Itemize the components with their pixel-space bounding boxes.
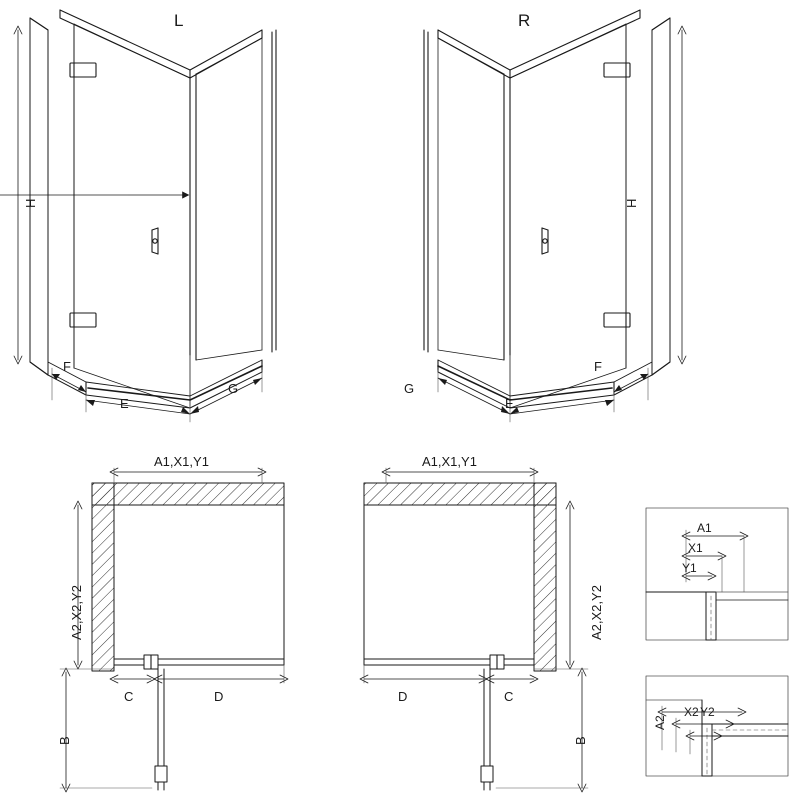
detail-label-a2: A2 (653, 715, 667, 730)
detail-label-a1: A1 (697, 521, 712, 535)
detail-label-x1: X1 (688, 541, 703, 555)
dim-label-c-left: C (124, 689, 134, 704)
dim-label-g-right: G (404, 381, 415, 396)
detail-label-x2: X2 (684, 705, 699, 719)
detail-label-y2: Y2 (700, 705, 715, 719)
dim-label-e-left: E (120, 396, 129, 411)
iso-right-view-label: R (518, 11, 531, 30)
plan-view-right (360, 468, 588, 792)
iso-view-right (424, 10, 686, 422)
dim-label-e-right: E (505, 396, 514, 411)
dim-label-a2x2y2-right: A2,X2,Y2 (589, 585, 604, 640)
dim-label-f-right: F (594, 359, 602, 374)
dim-label-a1x1y1-right: A1,X1,Y1 (422, 454, 477, 469)
dim-label-c-right: C (504, 689, 514, 704)
dim-label-h-right: H (624, 198, 639, 208)
detail-view-bottom (646, 676, 788, 776)
dim-label-f-left: F (63, 359, 71, 374)
dim-label-g-left: G (228, 381, 239, 396)
dim-label-b-left: B (57, 736, 72, 745)
dim-label-d-left: D (214, 689, 224, 704)
dim-label-a2x2y2-left: A2,X2,Y2 (69, 585, 84, 640)
plan-view-left (57, 468, 288, 792)
dim-label-b-right: B (573, 736, 588, 745)
dim-label-a1x1y1-left: A1,X1,Y1 (154, 454, 209, 469)
dim-label-d-right: D (398, 689, 408, 704)
detail-view-top (646, 508, 788, 640)
iso-left-view-label: L (174, 11, 184, 30)
detail-label-y1: Y1 (682, 561, 697, 575)
iso-view-left (0, 10, 276, 422)
dim-label-h-left: H (23, 198, 38, 208)
